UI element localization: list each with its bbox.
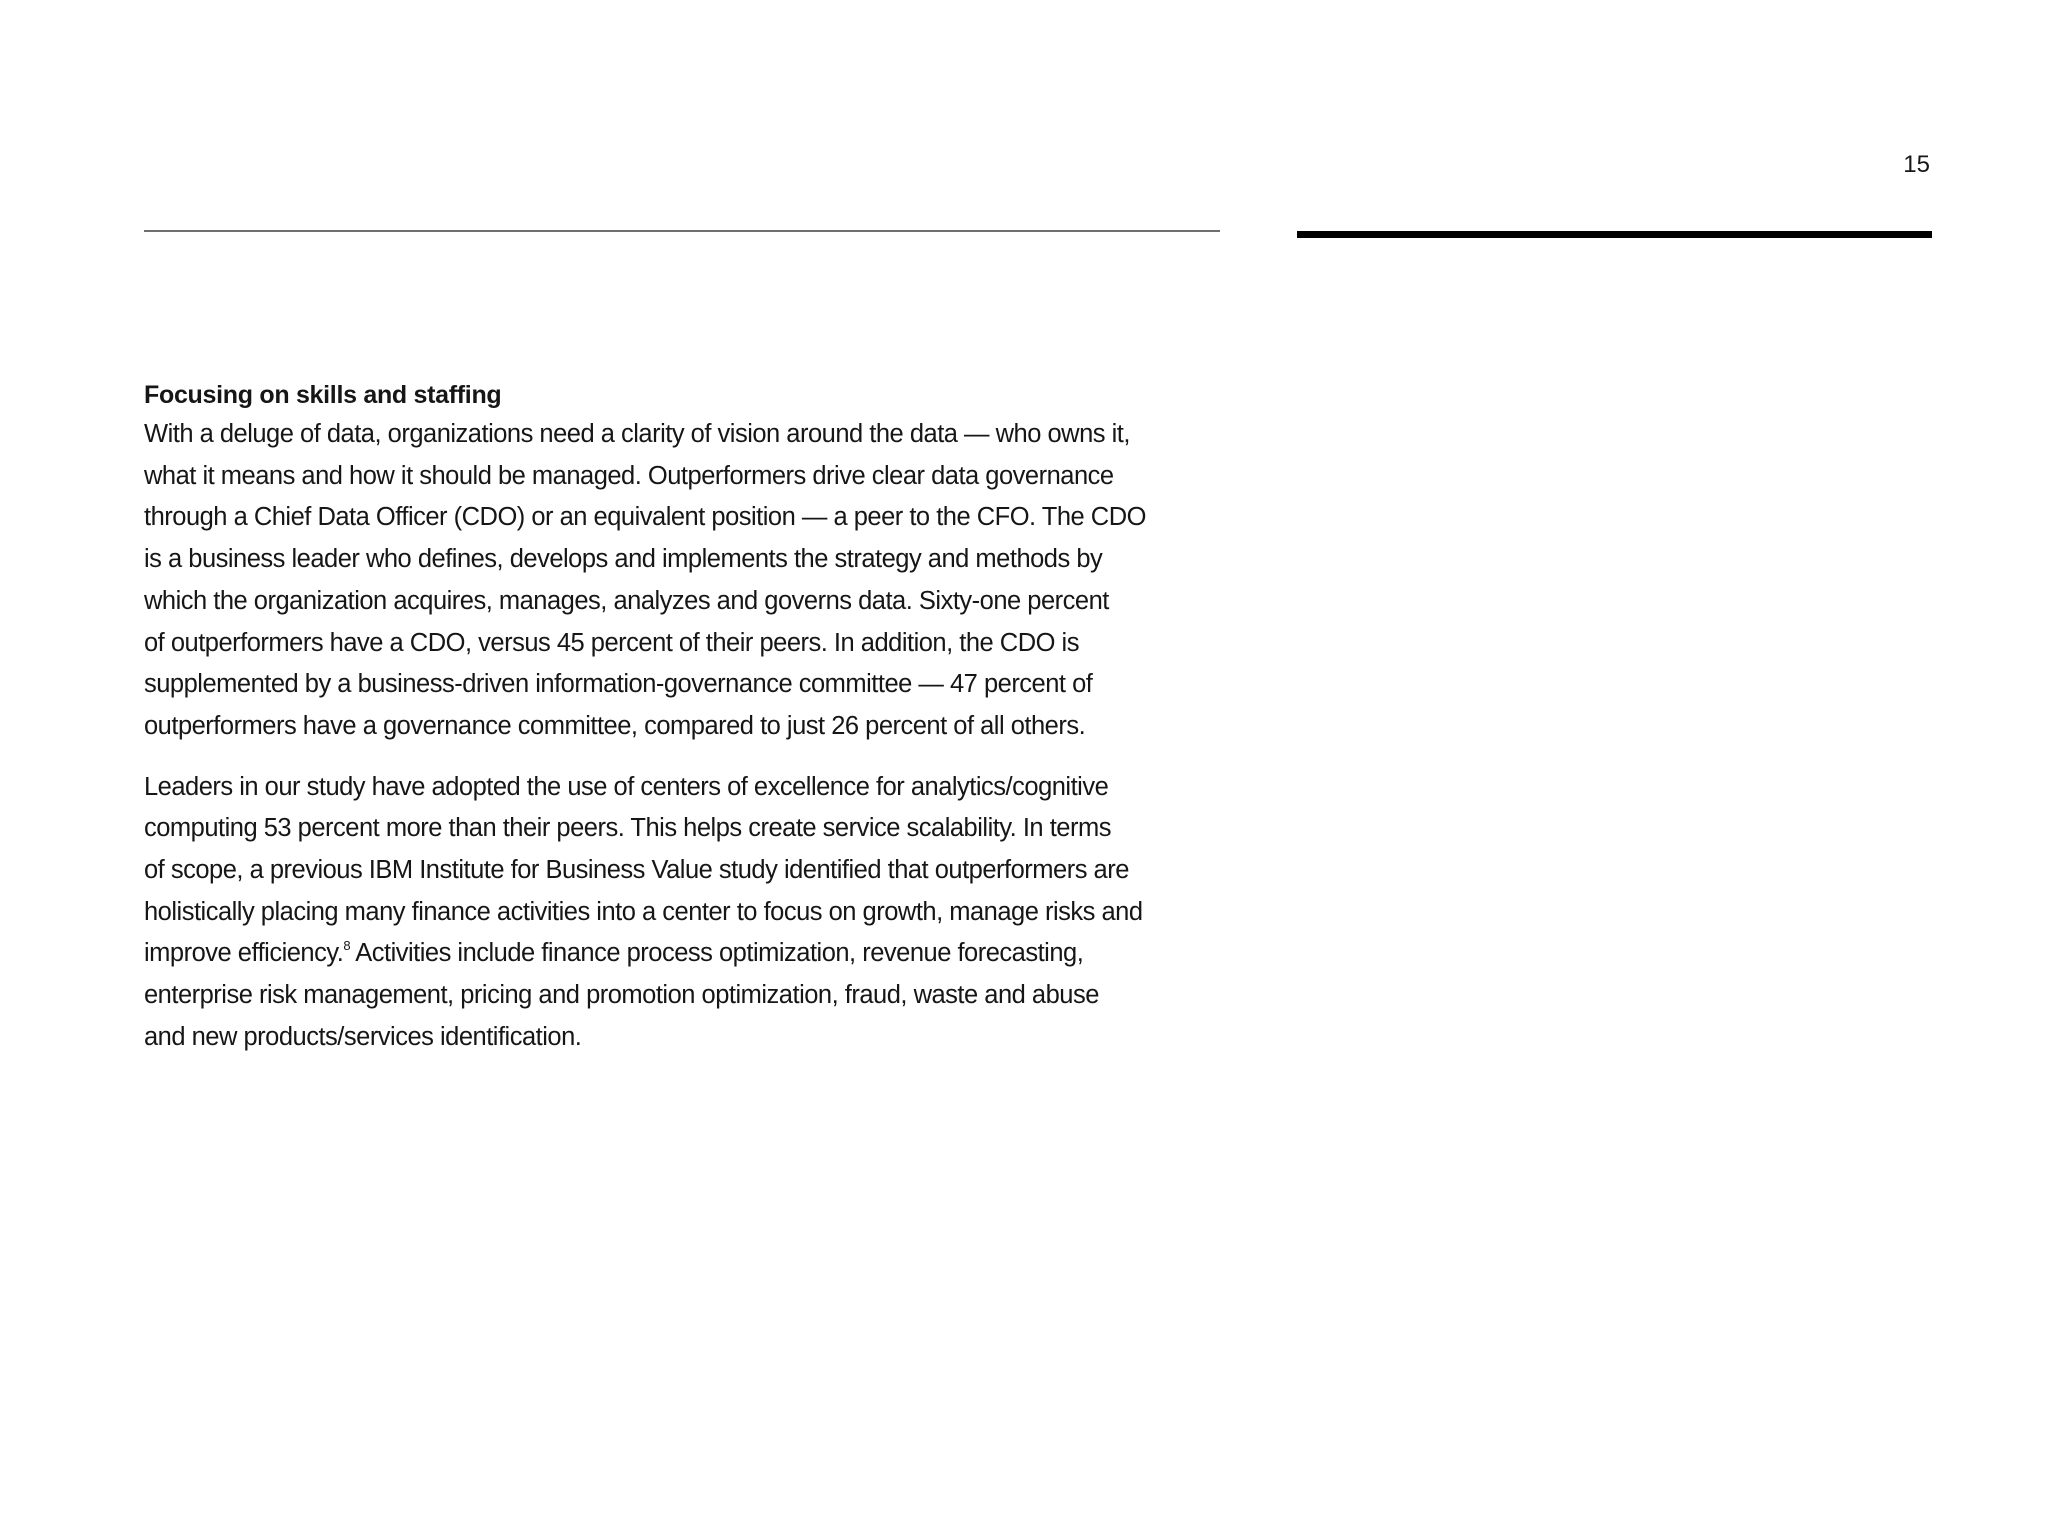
paragraph-line: is a business leader who defines, develops and implements the strategy and methods by <box>144 545 1103 574</box>
paragraph-line: of outperformers have a CDO, versus 45 percent of their peers. In addition, the CDO is <box>144 628 1079 657</box>
paragraph-line: and new products/services identification. <box>144 1022 582 1051</box>
header-rule-left <box>144 230 1220 232</box>
paragraph-1 <box>144 414 1224 748</box>
footnote-line-end: Activities include finance process optimization, revenue forecasting, <box>350 939 1084 968</box>
paragraph-line-with-footnote <box>144 933 1224 975</box>
paragraph-line: of scope, a previous IBM Institute for Business Value study identified that outperformers are <box>144 856 1129 885</box>
article-body <box>144 376 1224 1059</box>
footnote-reference[interactable]: 8 <box>343 938 351 954</box>
paragraph-line: enterprise risk management, pricing and promotion optimization, fraud, waste and abuse <box>144 981 1099 1010</box>
paragraph-line: Leaders in our study have adopted the use of centers of excellence for analytics/cognitive <box>144 772 1109 801</box>
paragraph-line: outperformers have a governance committee, compared to just 26 percent of all others. <box>144 711 1086 740</box>
paragraph-2 <box>144 767 1224 1059</box>
paragraph-line: With a deluge of data, organizations need a clarity of vision around the data — who owns it, <box>144 420 1130 448</box>
paragraph-line: computing 53 percent more than their peers. This helps create service scalability. In terms <box>144 814 1111 843</box>
page-number: 15 <box>1903 151 1930 178</box>
header-rule-right <box>1297 231 1932 238</box>
paragraph-line: supplemented by a business-driven information-governance committee — 47 percent of <box>144 670 1093 699</box>
section-heading: Focusing on skills and staffing <box>144 381 502 409</box>
footnote-line-start: improve efficiency. <box>144 939 344 968</box>
paragraph-line: which the organization acquires, manages, analyzes and governs data. Sixty-one percent <box>144 586 1109 615</box>
paragraph-line: holistically placing many finance activities into a center to focus on growth, manage risks and <box>144 897 1143 926</box>
paragraph-line: through a Chief Data Officer (CDO) or an equivalent position — a peer to the CFO. The CDO <box>144 503 1146 532</box>
paragraph-line: what it means and how it should be managed. Outperformers drive clear data governance <box>144 461 1114 490</box>
